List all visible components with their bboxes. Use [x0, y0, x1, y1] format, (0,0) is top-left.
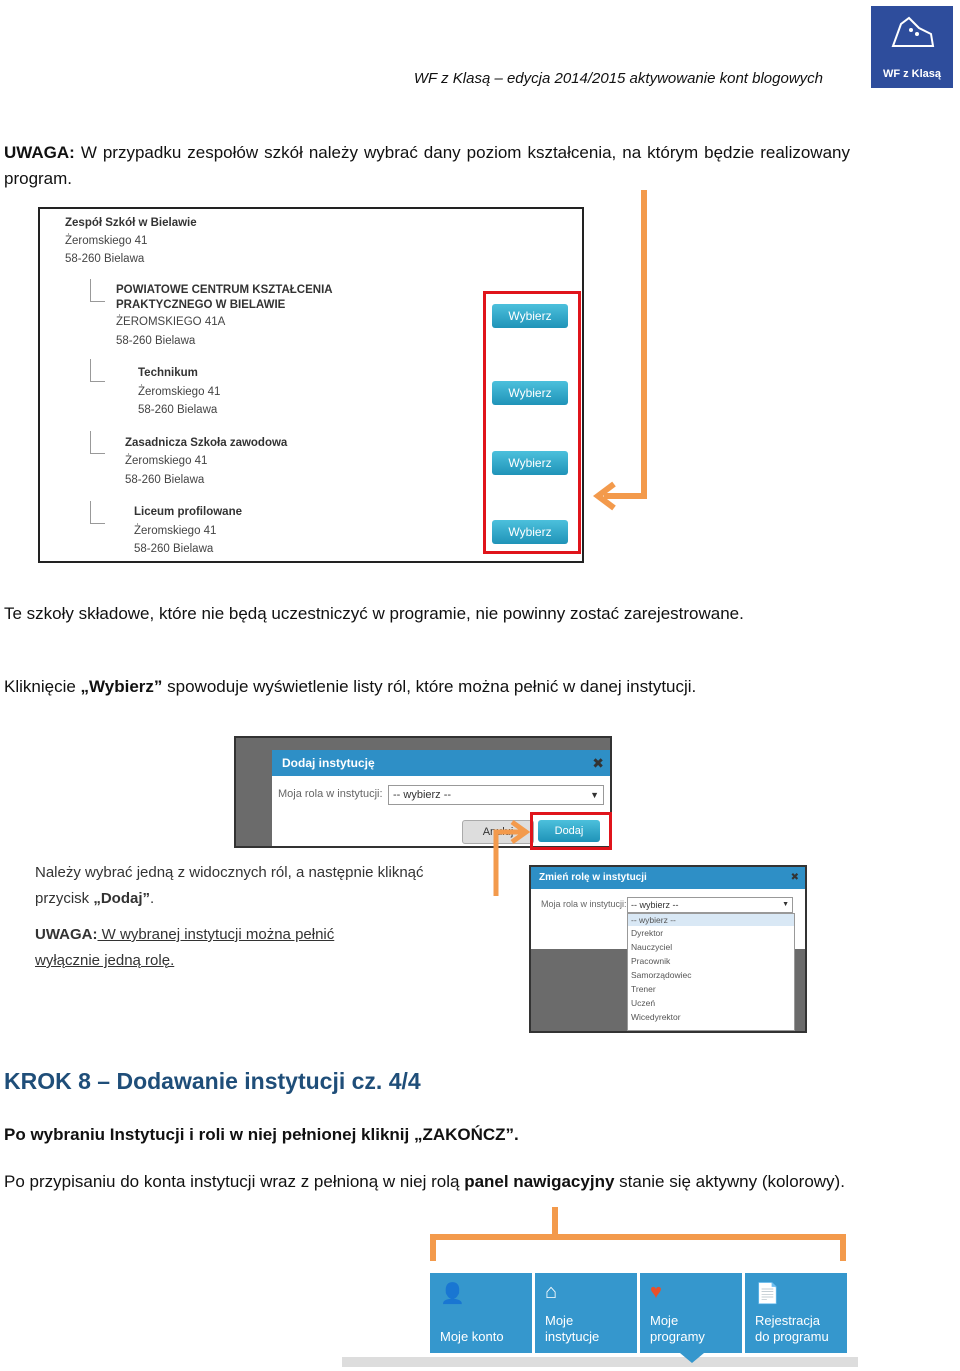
- select-label: „Wybierz”: [80, 677, 163, 696]
- dialog-title: Dodaj instytucję: [282, 756, 375, 770]
- nav-bottom-bar: [342, 1357, 858, 1367]
- select-button[interactable]: Wybierz: [492, 381, 568, 405]
- nav-label-line: do programu: [755, 1329, 829, 1344]
- role-select-value: -- wybierz --: [393, 789, 452, 801]
- role-option[interactable]: Nauczyciel: [631, 942, 673, 952]
- school-city: 58-260 Bielawa: [125, 474, 205, 486]
- add-label: „Dodaj”: [93, 890, 151, 907]
- nav-label-line: instytucje: [545, 1329, 600, 1344]
- paragraph-finish: Po wybraniu Instytucji i roli w niej pełnionej kliknij „ZAKOŃCZ”.: [4, 1125, 519, 1144]
- nav-panel-label: panel nawigacyjny: [464, 1172, 615, 1191]
- nav-tile-my-account[interactable]: [430, 1273, 532, 1353]
- school-name: Zasadnicza Szkoła zawodowa: [125, 437, 288, 449]
- nav-tile-my-programs[interactable]: [640, 1273, 742, 1353]
- warning-text: W wybranej instytucji można pełnić: [97, 926, 335, 943]
- text: stanie się aktywny (kolorowy).: [614, 1172, 845, 1191]
- heart-icon: ♥: [650, 1281, 662, 1303]
- warning-text: W przypadku zespołów szkół należy wybrać dany poziom kształcenia, na którym będzie realizowany program.: [4, 143, 850, 188]
- nav-label-line: Rejestracja: [755, 1313, 821, 1328]
- paragraph-nav: [4, 1169, 850, 1195]
- paragraph-warning: [4, 140, 850, 192]
- home-icon: ⌂: [545, 1281, 558, 1303]
- text: Kliknięcie: [4, 677, 81, 696]
- school-street: Żeromskiego 41: [65, 235, 148, 247]
- school-name: Liceum profilowane: [134, 506, 242, 518]
- cancel-button[interactable]: Anuluj: [462, 820, 534, 844]
- school-city: 58-260 Bielawa: [138, 404, 218, 416]
- note-line: Należy wybrać jedną z widocznych ról, a następnie kliknąć: [35, 864, 424, 881]
- note-warning: [35, 922, 480, 948]
- school-street: Żeromskiego 41: [134, 525, 217, 537]
- active-tab-pointer: [680, 1353, 704, 1363]
- role-select[interactable]: [388, 785, 604, 805]
- role-select[interactable]: [627, 897, 793, 913]
- orange-arrow: [590, 188, 660, 518]
- school-name: Technikum: [138, 367, 198, 379]
- close-icon[interactable]: ✖: [790, 872, 799, 883]
- nav-label: [755, 1313, 829, 1345]
- role-label: Moja rola w instytucji:: [278, 788, 383, 800]
- add-button[interactable]: Dodaj: [538, 820, 600, 842]
- nav-label-line: Moje konto: [440, 1329, 504, 1344]
- warning-label: UWAGA:: [4, 143, 75, 162]
- logo-text: WF z Klasą: [882, 68, 942, 80]
- dialog-panel: [272, 750, 610, 846]
- paragraph-select: [4, 674, 850, 700]
- select-button[interactable]: Wybierz: [492, 304, 568, 328]
- role-options-list: [627, 913, 795, 1031]
- highlight-frame: [483, 291, 581, 554]
- nav-tile-registration[interactable]: [745, 1273, 847, 1353]
- navigation-panel: [430, 1273, 846, 1353]
- school-name: Zespół Szkół w Bielawie: [65, 217, 197, 229]
- nav-label: [650, 1313, 705, 1345]
- school-list-screenshot: [38, 207, 584, 563]
- role-option[interactable]: -- wybierz --: [628, 914, 794, 926]
- nav-tile-my-institutions[interactable]: [535, 1273, 637, 1353]
- school-name: POWIATOWE CENTRUM KSZTAŁCENIA PRAKTYCZNEGO W BIELAWIE: [116, 284, 333, 311]
- school-city: 58-260 Bielawa: [65, 253, 145, 265]
- user-icon: 👤: [440, 1283, 465, 1305]
- role-option[interactable]: Dyrektor: [631, 928, 664, 938]
- school-city: 58-260 Bielawa: [134, 543, 214, 555]
- role-select-value: -- wybierz --: [631, 900, 679, 910]
- dropdown-title: Zmień rolę w instytucji: [539, 872, 647, 883]
- wf-logo: [871, 6, 953, 88]
- select-button[interactable]: Wybierz: [492, 451, 568, 475]
- select-button[interactable]: Wybierz: [492, 520, 568, 544]
- tree-connector: [90, 431, 105, 454]
- dropdown-title-bar: [531, 867, 805, 889]
- nav-label-line: programy: [650, 1329, 705, 1344]
- nav-label-line: Moje: [650, 1313, 679, 1328]
- school-street: ŻEROMSKIEGO 41A: [116, 316, 226, 328]
- paragraph-info: Te szkoły składowe, które nie będą uczestniczyć w programie, nie powinny zostać zarejestrowane.: [4, 604, 744, 623]
- text: Po przypisaniu do konta instytucji wraz z pełnioną w niej rolą: [4, 1172, 465, 1191]
- step-heading: KROK 8 – Dodawanie instytucji cz. 4/4: [4, 1068, 421, 1094]
- school-city: 58-260 Bielawa: [116, 335, 196, 347]
- role-option[interactable]: Uczeń: [631, 998, 656, 1008]
- nav-label-line: Moje: [545, 1313, 574, 1328]
- text: spowoduje wyświetlenie listy ról, które można pełnić w danej instytucji.: [162, 677, 697, 696]
- role-option[interactable]: Wicedyrektor: [631, 1012, 681, 1022]
- text: .: [150, 890, 155, 907]
- role-dropdown-screenshot: [529, 865, 807, 1033]
- note-line: [35, 886, 480, 912]
- document-icon: 📄: [755, 1283, 780, 1305]
- role-option[interactable]: Pracownik: [631, 956, 671, 966]
- dialog-title-bar: [272, 750, 610, 776]
- page-header: WF z Klasą – edycja 2014/2015 aktywowanie kont blogowych: [413, 70, 823, 87]
- note-box: [35, 860, 480, 974]
- orange-bracket: [425, 1205, 851, 1265]
- warning-text: wyłącznie jedną rolę.: [35, 952, 175, 969]
- nav-label: [545, 1313, 599, 1345]
- text: przycisk: [35, 890, 94, 907]
- tree-connector: [90, 501, 105, 524]
- tree-connector: [90, 359, 105, 382]
- sneaker-icon: [871, 6, 953, 66]
- role-label: Moja rola w instytucji:: [541, 899, 627, 909]
- chevron-down-icon: ▼: [590, 790, 599, 800]
- nav-label: [440, 1329, 504, 1345]
- role-option[interactable]: Trener: [631, 984, 656, 994]
- close-icon[interactable]: ✖: [592, 755, 604, 771]
- school-street: Żeromskiego 41: [125, 455, 208, 467]
- add-institution-dialog: [234, 736, 612, 848]
- chevron-down-icon: ▼: [782, 901, 789, 908]
- role-option[interactable]: Samorządowiec: [631, 970, 692, 980]
- warning-label: UWAGA:: [35, 926, 98, 943]
- tree-connector: [90, 279, 105, 302]
- school-street: Żeromskiego 41: [138, 386, 221, 398]
